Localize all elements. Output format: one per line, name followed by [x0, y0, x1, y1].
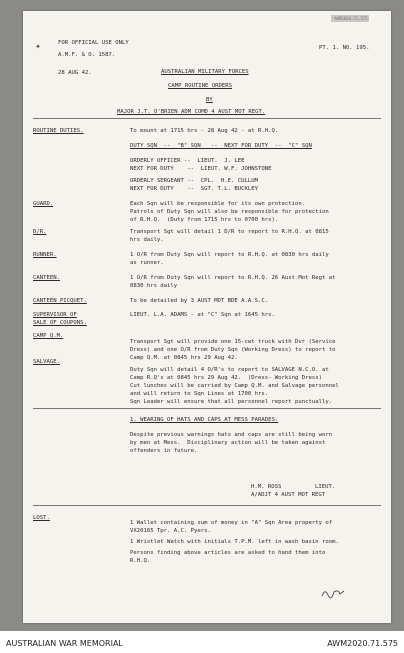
picquet-line: To be detailed by 3 AUST MOT BDE A.A.S.C.	[130, 298, 269, 304]
dr-label: D/R.	[33, 229, 47, 235]
hats-line: by men at Mess. Disciplinary action will be taken against	[130, 440, 326, 446]
punch-mark-icon: ✦	[35, 41, 42, 52]
lost-label: LOST.	[33, 515, 50, 521]
canteen-line: 0830 hrs daily	[130, 283, 178, 289]
reference-stamp	[331, 15, 369, 22]
campqm-label: CAMP Q.M.	[33, 333, 64, 339]
campqm-line: Dress) and one O/R from Duty Sqn (Working Dress) to report to	[130, 347, 336, 353]
routine-line: To mount at 1715 hrs - 28 Aug 42 - at R.H.Q.	[130, 128, 279, 134]
archive-name: AUSTRALIAN WAR MEMORIAL	[6, 639, 123, 648]
campqm-line: Camp Q.M. at 0845 hrs 29 Aug 42.	[130, 355, 238, 361]
title-line-1: AUSTRALIAN MILITARY FORCES	[161, 69, 249, 75]
routine-line: DUTY SQN -- "B" SQN -- NEXT FOR DUTY -- "C" SQN	[130, 143, 312, 149]
form-number: A.M.F. & O. 1587.	[58, 52, 116, 58]
archive-footer	[0, 631, 404, 653]
campqm-line: Transport Sgt will provide one 15-cwt truck with Dvr (Service	[130, 339, 336, 345]
section-divider	[33, 408, 381, 409]
salvage-line: and will return to Sqn Lines at 1700 hrs.	[130, 391, 269, 397]
routine-line: NEXT FOR DUTY -- SGT. T.L. BUCKLEY	[130, 186, 258, 192]
salvage-line: Sqn Leader will ensure that all personnel report punctually.	[130, 399, 333, 405]
guard-line: Each Sqn will be responsible for its own protection.	[130, 201, 306, 207]
routine-label: ROUTINE DUTIES.	[33, 128, 84, 134]
salvage-line: Camp R.Q's at 0845 hrs 29 Aug 42. (Dress- Working Dress)	[130, 375, 322, 381]
header-divider	[33, 118, 381, 119]
salvage-line: Duty Sqn will detail 4 O/R's to report to SALVAGE N.C.O. at	[130, 367, 329, 373]
document-page	[23, 11, 391, 623]
title-line-2: CAMP ROUTINE ORDERS	[168, 83, 232, 89]
routine-line: NEXT FOR DUTY -- LIEUT. W.F. JOHNSTONE	[130, 166, 272, 172]
runner-line: 1 O/R from Duty Sqn will report to R.H.Q. at 0830 hrs daily	[130, 252, 329, 258]
title-line-4: MAJOR J.T. O'BRIEN ADM COMD 4 AUST MOT REGT.	[117, 109, 266, 115]
order-date: 28 AUG 42.	[58, 70, 92, 76]
lost-line: VX20165 Tpr. A.C. Pyers.	[130, 528, 211, 534]
supervisor-label: SALE OF COUPONS.	[33, 320, 87, 326]
supervisor-line: LIEUT. L.A. ADAMS - at "C" Sqn at 1645 hrs.	[130, 312, 275, 318]
classification: FOR OFFICIAL USE ONLY	[58, 40, 129, 46]
dr-line: hrs daily.	[130, 237, 164, 243]
hats-line: Despite previous warnings hats and caps are still being worn	[130, 432, 333, 438]
canteen-line: 1 O/R from Duty Sqn will report to R.H.Q. 26 Aust Mot Regt at	[130, 275, 336, 281]
lost-line: 1 Wallet containing sum of money in "A" Sqn Area property of	[130, 520, 333, 526]
signature-title: A/ADJT 4 AUST MOT REGT	[251, 492, 326, 498]
lost-line: R.H.Q.	[130, 558, 151, 564]
dr-line: Transport Sgt will detail 1 D/R to report to R.H.Q. at 0815	[130, 229, 329, 235]
hats-heading: 1. WEARING OF HATS AND CAPS AT MESS PARADES.	[130, 417, 279, 423]
signature-name: H.M. ROSS LIEUT.	[251, 484, 336, 490]
canteen-label: CANTEEN.	[33, 275, 60, 281]
routine-line: ORDERLY SERGEANT -- CPL. H.E. CULLUM	[130, 178, 258, 184]
guard-line: of R.H.Q. (Duty from 1715 hrs to 0700 hrs).	[130, 217, 279, 223]
salvage-label: SALVAGE.	[33, 359, 60, 365]
supervisor-label: SUPERVISOR OF	[33, 312, 77, 318]
guard-line: Patrols of Duty Sqn will also be responsible for protection	[130, 209, 329, 215]
routine-line: ORDERLY OFFICER -- LIEUT. J. LEE	[130, 158, 245, 164]
hats-line: offenders in future.	[130, 448, 198, 454]
title-line-3: BY	[206, 97, 213, 103]
salvage-line: Cut lunches will be carried by Camp Q.M. and Salvage personnel	[130, 383, 339, 389]
lost-line: 1 Wristlet Watch with initials T.P.M. left in wash basin room.	[130, 539, 339, 545]
footer-divider	[33, 505, 381, 506]
part-number: PT. 1. NO. 195.	[319, 45, 370, 51]
picquet-label: CANTEEN PICQUET.	[33, 298, 87, 304]
runner-line: as runner.	[130, 260, 164, 266]
guard-label: GUARD.	[33, 201, 54, 207]
runner-label: RUNNER.	[33, 252, 57, 258]
archive-id: AWM2020.71.575	[327, 639, 398, 648]
handwritten-signature-icon	[320, 586, 346, 602]
lost-line: Persons finding above articles are asked to hand them into	[130, 550, 326, 556]
stamp-text: AWM2020.71.575	[334, 16, 368, 21]
